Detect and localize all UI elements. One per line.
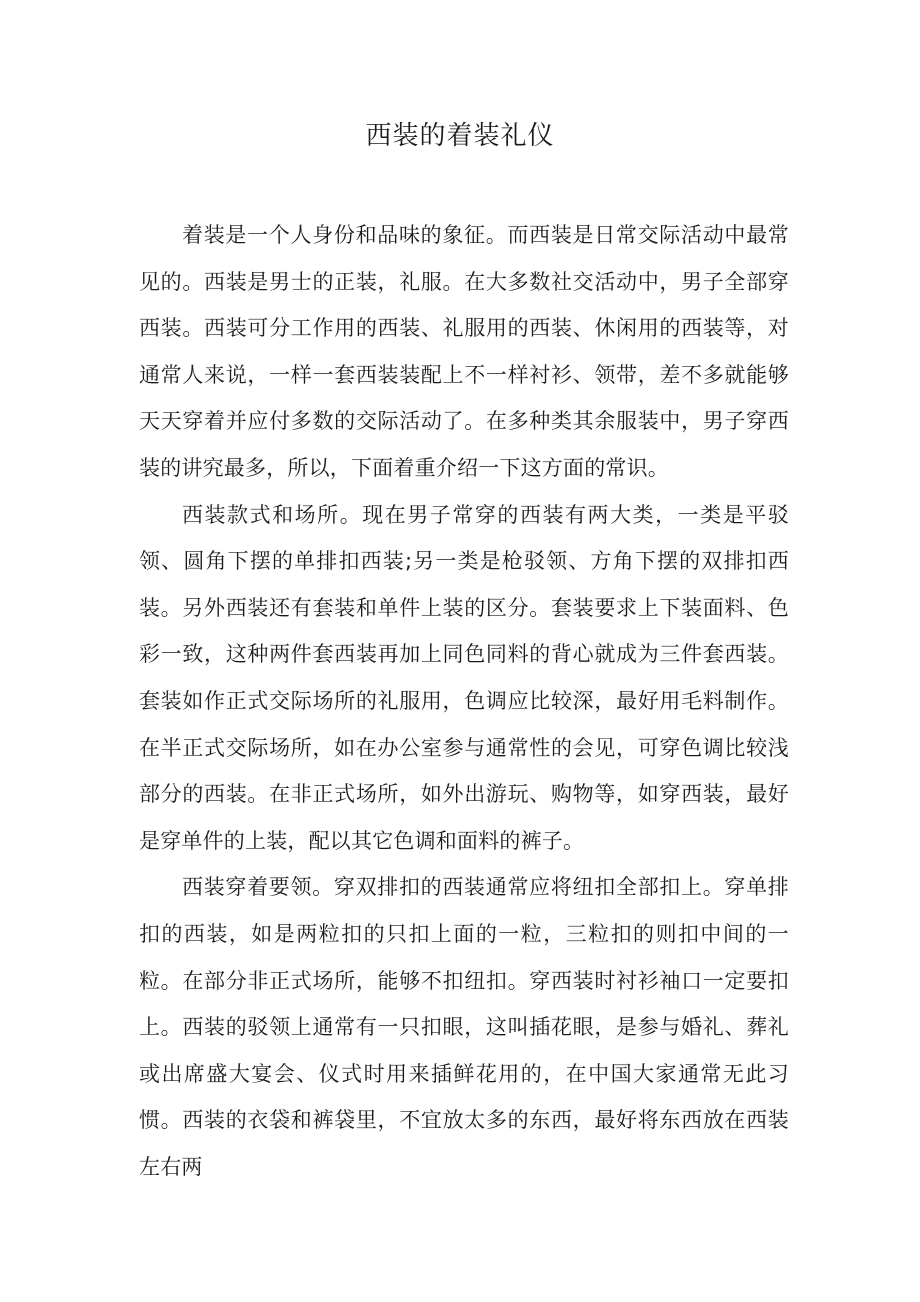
document-body xyxy=(139,212,789,1190)
paragraph-2: 西装款式和场所。现在男子常穿的西装有两大类，一类是平驳领、圆角下摆的单排扣西装;另一类是枪驳领、方角下摆的双排扣西装。另外西装还有套装和单件上装的区分。套装要求上下装面料、色彩一致，这种两件套西装再加上同色同料的背心就成为三件套西装。套装如作正式交际场所的礼服用，色调应比较深，最好用毛料制作。在半正式交际场所，如在办公室参与通常性的会见，可穿色调比较浅部分的西装。在非正式场所，如外出游玩、购物等，如穿西装，最好是穿单件的上装，配以其它色调和面料的裤子。 xyxy=(139,502,789,853)
paragraph-1: 着装是一个人身份和品味的象征。而西装是日常交际活动中最常见的。西装是男士的正装，礼服。在大多数社交活动中，男子全部穿西装。西装可分工作用的西装、礼服用的西装、休闲用的西装等，对通常人来说，一样一套西装装配上不一样衬衫、领带，差不多就能够天天穿着并应付多数的交际活动了。在多种类其余服装中，男子穿西装的讲究最多，所以，下面着重介绍一下这方面的常识。 xyxy=(139,223,789,480)
document-title: 西装的着装礼仪 xyxy=(365,121,555,151)
paragraph-3: 西装穿着要领。穿双排扣的西装通常应将纽扣全部扣上。穿单排扣的西装，如是两粒扣的只扣上面的一粒，三粒扣的则扣中间的一粒。在部分非正式场所，能够不扣纽扣。穿西装时衬衫袖口一定要扣上。西装的驳领上通常有一只扣眼，这叫插花眼，是参与婚礼、葬礼或出席盛大宴会、仪式时用来插鲜花用的，在中国大家通常无此习惯。西装的衣袋和裤袋里，不宜放太多的东西，最好将东西放在西装左右两 xyxy=(139,875,789,1179)
